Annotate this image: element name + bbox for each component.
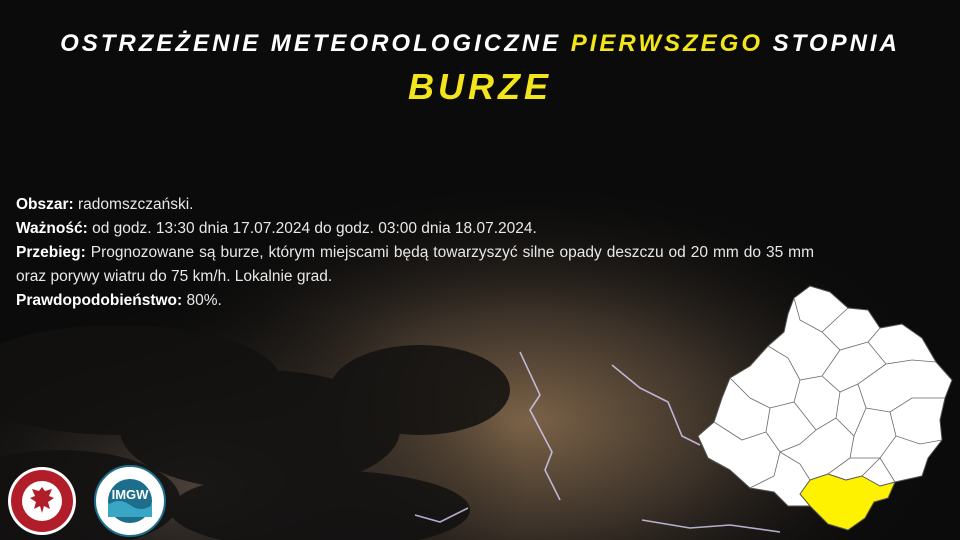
- warning-title: [0, 30, 960, 58]
- course-value: Prognozowane są burze, którym miejscami będą towarzyszyć silne opady deszczu od 20 mm do 35 mm oraz porywy wiatru do 75 km/h. Lokalnie grad.: [16, 244, 814, 285]
- area-value: radomszczański.: [73, 196, 194, 213]
- title-level: PIERWSZEGO: [570, 30, 763, 57]
- voivodeship-office-logo: [6, 465, 78, 537]
- title-prefix: OSTRZEŻENIE METEOROLOGICZNE: [60, 30, 571, 57]
- imgw-logo-text: IMGW: [111, 487, 149, 502]
- area-line: [16, 193, 814, 217]
- probability-value: 80%.: [182, 292, 222, 309]
- title-suffix: STOPNIA: [763, 30, 900, 57]
- imgw-logo: [94, 465, 166, 537]
- area-label: Obszar:: [16, 196, 74, 213]
- probability-label: Prawdopodobieństwo:: [16, 292, 183, 309]
- validity-line: [16, 217, 814, 241]
- validity-label: Ważność:: [16, 220, 88, 237]
- region-map: [690, 280, 960, 540]
- warning-subtitle: BURZE: [408, 66, 552, 107]
- course-label: Przebieg:: [16, 244, 86, 261]
- validity-value: od godz. 13:30 dnia 17.07.2024 do godz. 03:00 dnia 18.07.2024.: [87, 220, 537, 237]
